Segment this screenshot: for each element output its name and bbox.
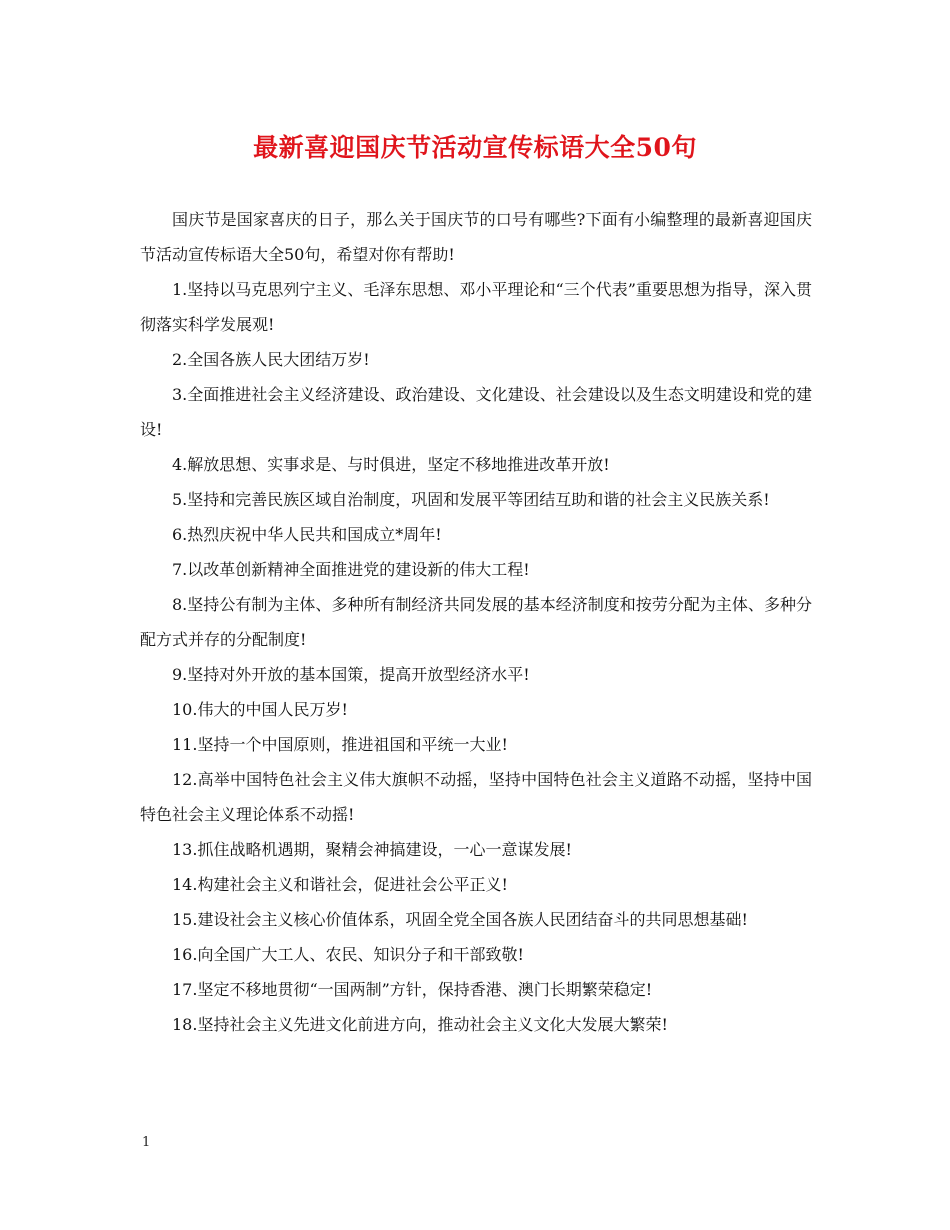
document-title: 最新喜迎国庆节活动宣传标语大全50句: [253, 133, 697, 162]
slogan-item: 14.构建社会主义和谐社会，促进社会公平正义!: [172, 875, 508, 894]
slogan-item: 1.坚持以马克思列宁主义、毛泽东思想、邓小平理论和“三个代表”重要思想为指导，深入贯彻落实科学发展观!: [140, 280, 812, 334]
slogan-item: 6.热烈庆祝中华人民共和国成立*周年!: [172, 525, 442, 544]
slogan-item: 9.坚持对外开放的基本国策，提高开放型经济水平!: [172, 665, 530, 684]
slogan-item: 15.建设社会主义核心价值体系，巩固全党全国各族人民团结奋斗的共同思想基础!: [172, 910, 748, 929]
page-number: 1: [142, 1135, 151, 1150]
slogan-item: 12.高举中国特色社会主义伟大旗帜不动摇，坚持中国特色社会主义道路不动摇，坚持中国特色社会主义理论体系不动摇!: [140, 770, 812, 824]
document-body: [140, 202, 812, 1042]
slogan-item: 18.坚持社会主义先进文化前进方向，推动社会主义文化大发展大繁荣!: [172, 1015, 668, 1034]
slogan-item: 5.坚持和完善民族区域自治制度，巩固和发展平等团结互助和谐的社会主义民族关系!: [172, 490, 770, 509]
slogan-item: 4.解放思想、实事求是、与时俱进，坚定不移地推进改革开放!: [172, 455, 610, 474]
slogan-item: 11.坚持一个中国原则，推进祖国和平统一大业!: [172, 735, 508, 754]
slogan-item: 16.向全国广大工人、农民、知识分子和干部致敬!: [172, 945, 524, 964]
slogan-item: 7.以改革创新精神全面推进党的建设新的伟大工程!: [172, 560, 530, 579]
slogan-item: 13.抓住战略机遇期，聚精会神搞建设，一心一意谋发展!: [172, 840, 572, 859]
slogan-item: 17.坚定不移地贯彻“一国两制”方针，保持香港、澳门长期繁荣稳定!: [172, 980, 653, 999]
slogan-item: 2.全国各族人民大团结万岁!: [172, 350, 370, 369]
slogan-item: 3.全面推进社会主义经济建设、政治建设、文化建设、社会建设以及生态文明建设和党的建设!: [140, 385, 812, 439]
intro-paragraph: 国庆节是国家喜庆的日子，那么关于国庆节的口号有哪些?下面有小编整理的最新喜迎国庆节活动宣传标语大全50句，希望对你有帮助!: [140, 210, 812, 264]
slogan-item: 8.坚持公有制为主体、多种所有制经济共同发展的基本经济制度和按劳分配为主体、多种分配方式并存的分配制度!: [140, 595, 812, 649]
slogan-item: 10.伟大的中国人民万岁!: [172, 700, 348, 719]
